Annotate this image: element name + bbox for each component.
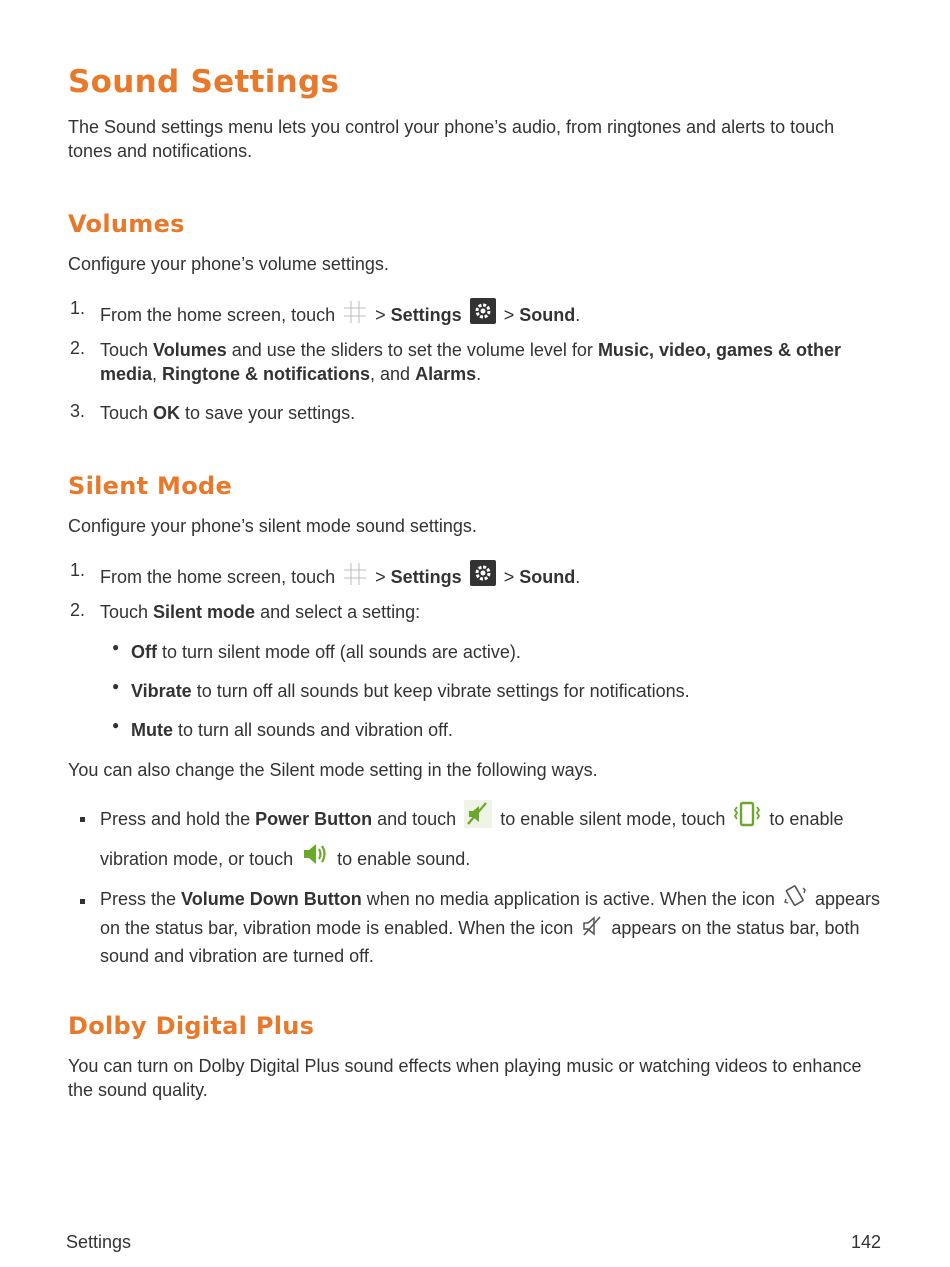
volumes-heading: Volumes xyxy=(68,210,185,238)
volumes-desc: Configure your phone’s volume settings. xyxy=(68,254,389,274)
settings-gear-icon xyxy=(470,560,496,592)
silent-option-off: ● Off to turn silent mode off (all sounds are active). xyxy=(112,640,521,662)
status-vibrate-icon xyxy=(783,884,807,915)
silent-option-vibrate: ● Vibrate to turn off all sounds but keep vibrate settings for notifications. xyxy=(112,679,690,701)
silent-mode-heading: Silent Mode xyxy=(68,472,233,500)
sound-on-icon xyxy=(301,840,329,880)
volumes-step-1: 1. From the home screen, touch > Settings > Sound. xyxy=(68,298,883,324)
dolby-desc: You can turn on Dolby Digital Plus sound effects when playing music or watching videos to enhance the sound quality. xyxy=(68,1056,862,1100)
settings-gear-icon xyxy=(470,298,496,330)
volumes-step-3: 3. Touch OK to save your settings. xyxy=(70,401,356,423)
silent-also-text: You can also change the Silent mode setting in the following ways. xyxy=(68,760,598,780)
silent-step-2: 2. Touch Silent mode and select a setting: xyxy=(70,600,421,622)
apps-grid-icon xyxy=(343,562,367,592)
silent-step-1: 1. From the home screen, touch > Settings > Sound. xyxy=(68,560,883,586)
apps-grid-icon xyxy=(343,300,367,330)
silent-way-1: Press and hold the Power Button and touch to enable silent mode, touch to enable vibration mode, or touch to enable sound. xyxy=(68,800,883,870)
silent-option-mute: ● Mute to turn all sounds and vibration off. xyxy=(112,718,453,740)
dolby-heading: Dolby Digital Plus xyxy=(68,1012,315,1040)
silent-mode-desc: Configure your phone’s silent mode sound settings. xyxy=(68,516,477,536)
volumes-step-2: 2. Touch Volumes and use the sliders to set the volume level for Music, video, games & other media, Ringtone & notifications, and Alarms. xyxy=(70,338,841,384)
mute-icon xyxy=(464,800,492,840)
page-number: 142 xyxy=(850,1232,881,1252)
footer-section: Settings xyxy=(66,1232,132,1252)
silent-way-2: Press the Volume Down Button when no media application is active. When the icon appears on the status bar, vibration mode is enabled. When the icon appears on the status bar, both sound and vibration are turned off. xyxy=(68,884,883,964)
page-title: Sound Settings xyxy=(68,64,340,100)
status-mute-icon xyxy=(581,915,603,944)
vibrate-icon xyxy=(733,800,761,840)
intro-text: The Sound settings menu lets you control your phone’s audio, from ringtones and alerts to touch tones and notifications. xyxy=(68,117,835,161)
